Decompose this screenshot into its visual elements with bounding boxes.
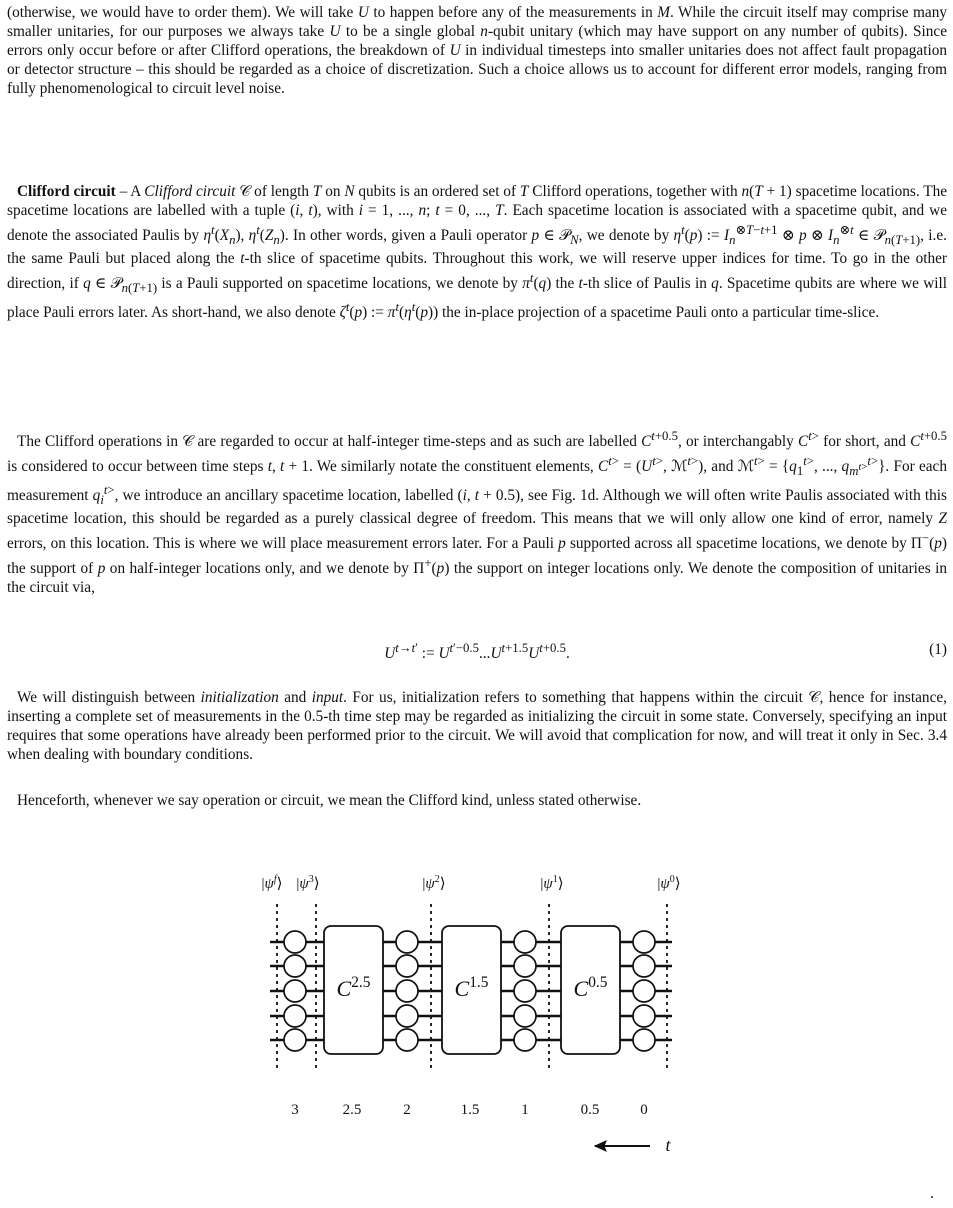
measurement-circle xyxy=(284,1029,306,1051)
state-label: $|\psi^1⟩$ xyxy=(540,874,564,892)
measurement-circle xyxy=(396,980,418,1002)
time-label: 1 xyxy=(521,1102,529,1118)
measurement-circle xyxy=(396,931,418,953)
measurement-circle xyxy=(633,931,655,953)
measurement-circle xyxy=(284,980,306,1002)
time-arrow-head xyxy=(595,1141,606,1151)
state-label: $|\psi^2⟩$ xyxy=(422,874,446,892)
paragraph-1: (otherwise, we would have to order them). We will take U to happen before any of the measurements in M. While the circuit itself may comprise many smaller unitaries, for our purposes we always take U to be a single global n-qubit unitary (which may have support on any number of qubits). Since errors only occur before or after Clifford operations, the breakdown of U in individual timesteps into smaller unitaries does not affect fault propagation or detector structure – this should be regarded as a choice of discretization. Such a choice allows us to account for different error models, ranging from fully phenomenological to circuit level noise. xyxy=(7,4,947,97)
time-label: 2.5 xyxy=(342,1102,362,1118)
circuit-figure xyxy=(248,870,708,1170)
paragraph-4: We will distinguish between initialization and input. For us, initialization refers to something that happens within the circuit 𝒞, hence for instance, inserting a complete set of measurements in the 0.5-th time step may be regarded as initializing the circuit in some state. Conversely, specifying an input requires that some operations have already been performed prior to the circuit. We will avoid that complication for now, and will treat it only in Sec. 3.4 when dealing with boundary conditions. xyxy=(7,689,947,763)
measurement-circle xyxy=(514,980,536,1002)
measurement-circle xyxy=(633,955,655,977)
measurement-circle xyxy=(284,955,306,977)
time-arrow-label: t xyxy=(665,1135,671,1155)
equation-1 xyxy=(7,641,947,663)
measurement-circle xyxy=(396,955,418,977)
measurement-circle xyxy=(284,1005,306,1027)
measurement-circle xyxy=(633,1005,655,1027)
time-label: 1.5 xyxy=(460,1102,480,1118)
paragraph-5: Henceforth, whenever we say operation or circuit, we mean the Clifford kind, unless stated otherwise. xyxy=(17,792,642,809)
measurement-circle xyxy=(514,955,536,977)
time-label: 0 xyxy=(640,1102,648,1118)
time-label: 0.5 xyxy=(580,1102,600,1118)
paragraph-clifford-circuit: Clifford circuit – A Clifford circuit 𝒞 of length T on N qubits is an ordered set of T Clifford operations, together with n(T + 1) spacetime locations. The spacetime locations are labelled with a tuple (i, t), with i = 1, ..., n; t = 0, ..., T. Each spacetime location is associated with a spacetime qubit, and we denote the associated Paulis by $\eta^t(X_n)$, $\eta^t(Z_n)$. In other words, given a Pauli operator p ∈ 𝒫$_N$, we denote by $\eta^t(p)$ := $I_n^{\otimes T-t+1}$ ⊗ p ⊗ $I_n^{\otimes t}$ ∈ 𝒫$_{n(T+1)}$, i.e. the same Pauli but placed along the t-th slice of spacetime qubits. Throughout this work, we will reserve upper indices for time. To go in the other direction, if q ∈ 𝒫$_{n(T+1)}$ is a Pauli supported on spacetime locations, we denote by $\pi^t(q)$ the t-th slice of Paulis in q. Spacetime qubits are where we will place Pauli errors later. As short-hand, we also denote $\zeta^t(p)$ := $\pi^t(\eta^t(p))$ the in-place projection of a spacetime Pauli onto a particular time-slice. xyxy=(7,183,948,321)
paragraph-heading: Clifford circuit xyxy=(17,183,116,200)
measurement-circle xyxy=(396,1029,418,1051)
gate-label: $C^{1.5}$ xyxy=(454,974,489,1001)
measurement-circle xyxy=(514,1029,536,1051)
measurement-circle xyxy=(633,1029,655,1051)
measurement-circle xyxy=(633,980,655,1002)
paragraph-3: The Clifford operations in 𝒞 are regarded to occur at half-integer time-steps and as such are labelled $C^{t+0.5}$, or interchangably $C^{t>}$ for short, and $C^{t+0.5}$ is considered to occur between time steps t, t + 1. We similarly notate the constituent elements, $C^{t>} = (U^{t>}$, ℳ$^{t>}$), and ℳ$^{t>}$ = {$q_1^{t>}$, ..., $q_{m^{t>}}^{t>}$}. For each measurement $q_i^{t>}$, we introduce an ancillary spacetime location, labelled (i, t + 0.5), see Fig. 1d. Although we will often write Paulis associated with this spacetime location, this should be regarded as a purely classical degree of freedom. This means that we will only allow one kind of error, namely Z errors, on this location. This is where we will place measurement errors later. For a Pauli p supported across all spacetime locations, we denote by Π−(p) the support of p on half-integer locations only, and we denote by Π+(p) the support on integer locations only. We denote the composition of unitaries in the circuit via, xyxy=(7,429,948,596)
gate-label: $C^{2.5}$ xyxy=(336,974,371,1001)
page-mark xyxy=(931,1196,933,1198)
state-label: $|\psi^0⟩$ xyxy=(657,874,681,892)
measurement-circle xyxy=(514,1005,536,1027)
measurement-circle xyxy=(396,1005,418,1027)
state-label: $|\psi^3⟩$ xyxy=(296,874,320,892)
time-label: 3 xyxy=(291,1102,299,1118)
measurement-circle xyxy=(284,931,306,953)
state-label: $|\psi^f⟩$ xyxy=(261,874,283,892)
measurement-circle xyxy=(514,931,536,953)
circuit-diagram xyxy=(248,870,708,1170)
equation-body: $U^{t\to t'}$ := $U^{t'-0.5}...U^{t+1.5}U^{t+0.5}$. xyxy=(384,641,570,663)
equation-number: (1) xyxy=(929,641,947,658)
time-label: 2 xyxy=(403,1102,411,1118)
gate-label: $C^{0.5}$ xyxy=(573,974,608,1001)
